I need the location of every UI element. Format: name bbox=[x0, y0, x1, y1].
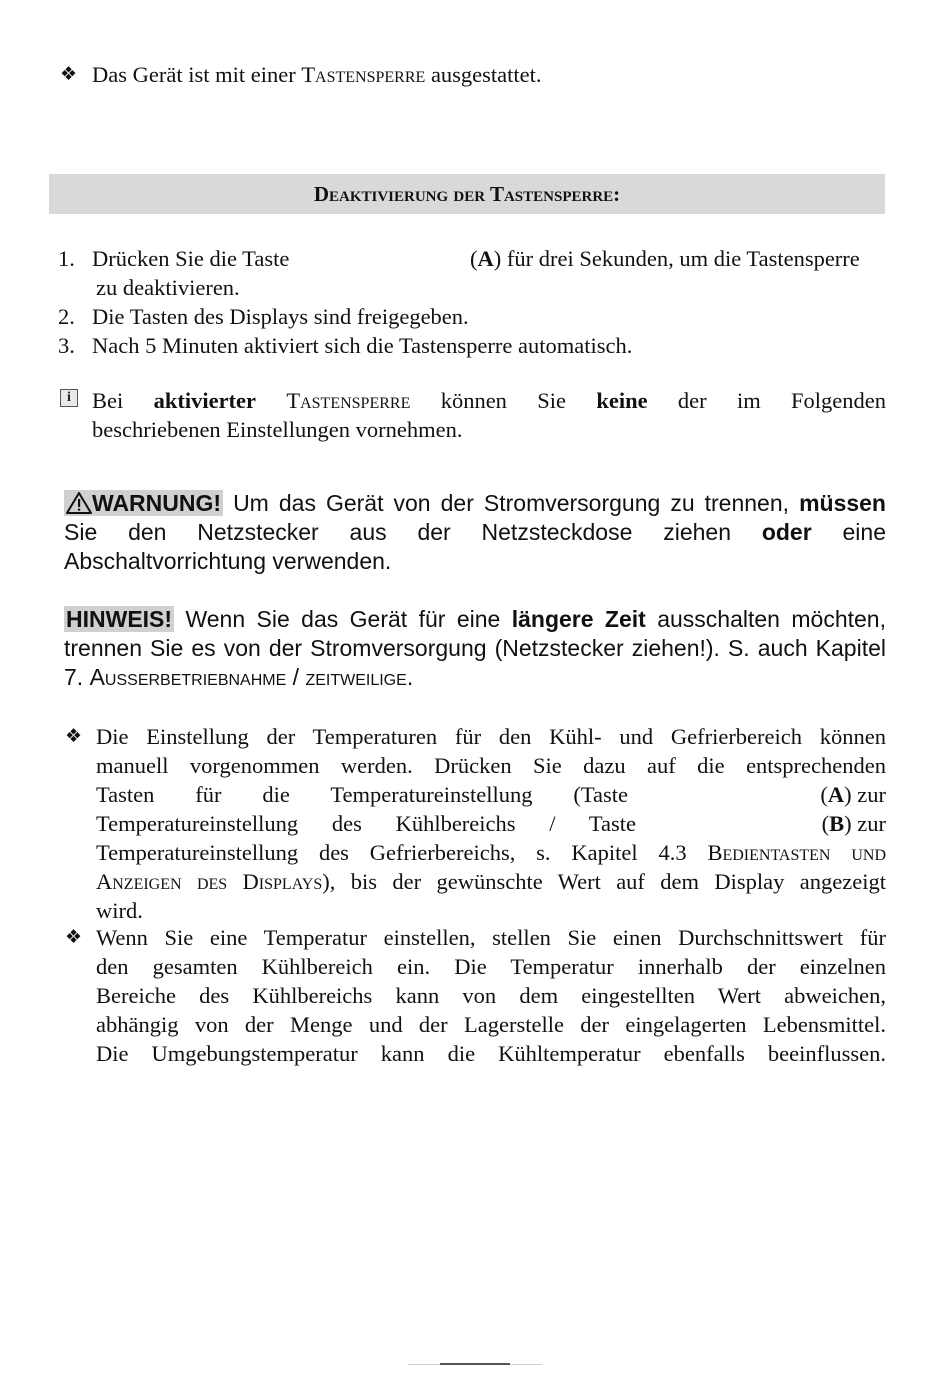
diamond-bullet-icon: ❖ bbox=[60, 63, 78, 85]
average-temperature-bullet: ❖ Wenn Sie eine Temperatur einstellen, stellen Sie einen Durchschnittswert für den gesamten Kühlbereich ein. Die Temperatur innerhalb der einzelnen Bereiche des Kühlbereichs kann von dem eingestellten Wert abweichen, abhängig von der Menge und der Lagerstelle der eingelagerten Lebensmittel. Die Umgebungstemperatur kann die Kühltemperatur ebenfalls beeinflussen. bbox=[65, 925, 886, 1066]
warning-triangle-icon bbox=[66, 492, 92, 514]
key-a-label: A bbox=[477, 246, 494, 271]
diamond-bullet-icon: ❖ bbox=[65, 725, 83, 747]
temperature-setting-bullet: ❖ Die Einstellung der Temperaturen für den Kühl- und Gefrierbereich können manuell vorgenommen werden. Drücken Sie dazu auf die entsprechenden Tasten für die Temperatureinstellung (Taste (A) zur Temperatureinstellung des Kühlbereichs / Taste (B) zur Temperatureinstellung des Gefrierbereichs, s. Kapitel 4.3 Bedientasten und Anzeigen des Displays), bis der gewünschte Wert auf dem Display angezeigt wird. bbox=[65, 724, 887, 923]
info-icon: i bbox=[60, 389, 78, 407]
hint-block: HINWEIS! Wenn Sie das Gerät für eine längere Zeit ausschalten möchten, trennen Sie es von der Stromversorgung (Netzstecker ziehen!). S. auch Kapitel 7. Außerbetriebnahme / zeitweilige. bbox=[64, 606, 886, 690]
step-1: 1. Drücken Sie die Taste (A) für drei Sekunden, um die Tastensperre zu deaktivieren. bbox=[58, 246, 860, 300]
warning-block: WARNUNG! Um das Gerät von der Stromversorgung zu trennen, müssen Sie den Netzstecker aus der Netzsteckdose ziehen oder eine Abschaltvorrichtung verwenden. bbox=[64, 490, 886, 574]
intro-text: Das Gerät ist mit einer Tastensperre ausgestattet. bbox=[92, 62, 542, 87]
diamond-bullet-icon: ❖ bbox=[65, 926, 83, 948]
hint-label: HINWEIS! bbox=[66, 606, 173, 632]
warning-label: WARNUNG! bbox=[64, 490, 223, 516]
footer-rule-accent bbox=[440, 1363, 510, 1365]
section-heading: Deaktivierung der Tastensperre: bbox=[49, 174, 885, 214]
